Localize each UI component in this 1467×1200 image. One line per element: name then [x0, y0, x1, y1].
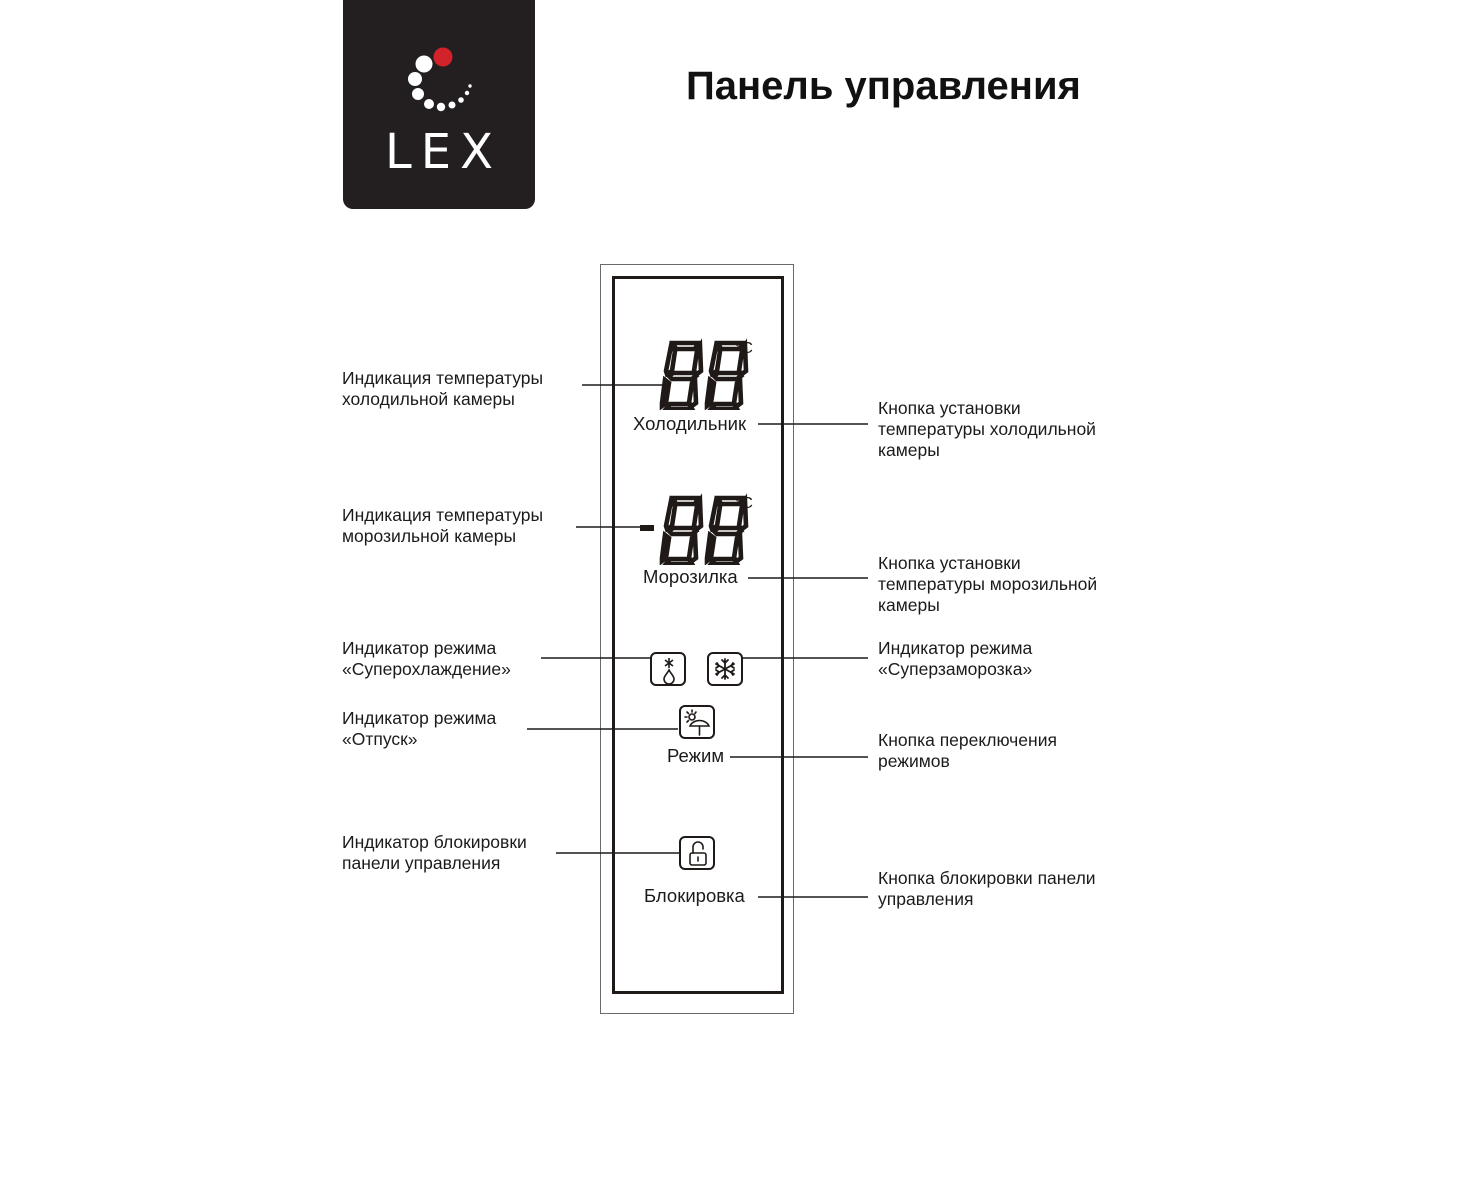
- note-mode-button: Кнопка переключения режимов: [878, 730, 1057, 771]
- vacation-indicator: [679, 705, 715, 739]
- freezer-unit-label: °C: [735, 495, 753, 512]
- freezer-button[interactable]: Морозилка: [643, 566, 738, 587]
- fridge-button[interactable]: Холодильник: [633, 413, 747, 434]
- vacation-icon: [681, 707, 717, 741]
- note-freezer-display: Индикация температуры морозильной камеры: [342, 505, 544, 546]
- note-lock-button: Кнопка блокировки панели управления: [878, 868, 1096, 909]
- fridge-temperature-display: [655, 335, 765, 410]
- lock-indicator: [679, 836, 715, 870]
- super-freeze-icon: [709, 654, 745, 688]
- note-fridge-button: Кнопка установки температуры холодильной камеры: [878, 398, 1096, 460]
- note-freezer-button: Кнопка установки температуры морозильной камеры: [878, 553, 1098, 615]
- note-vacation: Индикатор режима «Отпуск»: [342, 708, 497, 749]
- lock-button[interactable]: Блокировка: [644, 885, 745, 906]
- super-cool-indicator: [650, 652, 686, 686]
- note-lock-indicator: Индикатор блокировки панели управления: [342, 832, 527, 873]
- freezer-temperature-display: [636, 490, 766, 565]
- unlock-icon: [681, 838, 717, 872]
- super-cool-icon: [652, 654, 688, 688]
- super-freeze-indicator: [707, 652, 743, 686]
- logo-wordmark: LEX: [385, 124, 502, 180]
- mode-button[interactable]: Режим: [667, 745, 725, 766]
- fridge-unit-label: °C: [735, 340, 753, 357]
- minus-sign: [640, 525, 654, 531]
- note-fridge-display: Индикация температуры холодильной камеры: [342, 368, 544, 409]
- note-super-cool: Индикатор режима «Суперохлаждение»: [342, 638, 511, 679]
- page-title: Панель управления: [686, 64, 1081, 108]
- note-super-freeze: Индикатор режима «Суперзаморозка»: [878, 638, 1033, 679]
